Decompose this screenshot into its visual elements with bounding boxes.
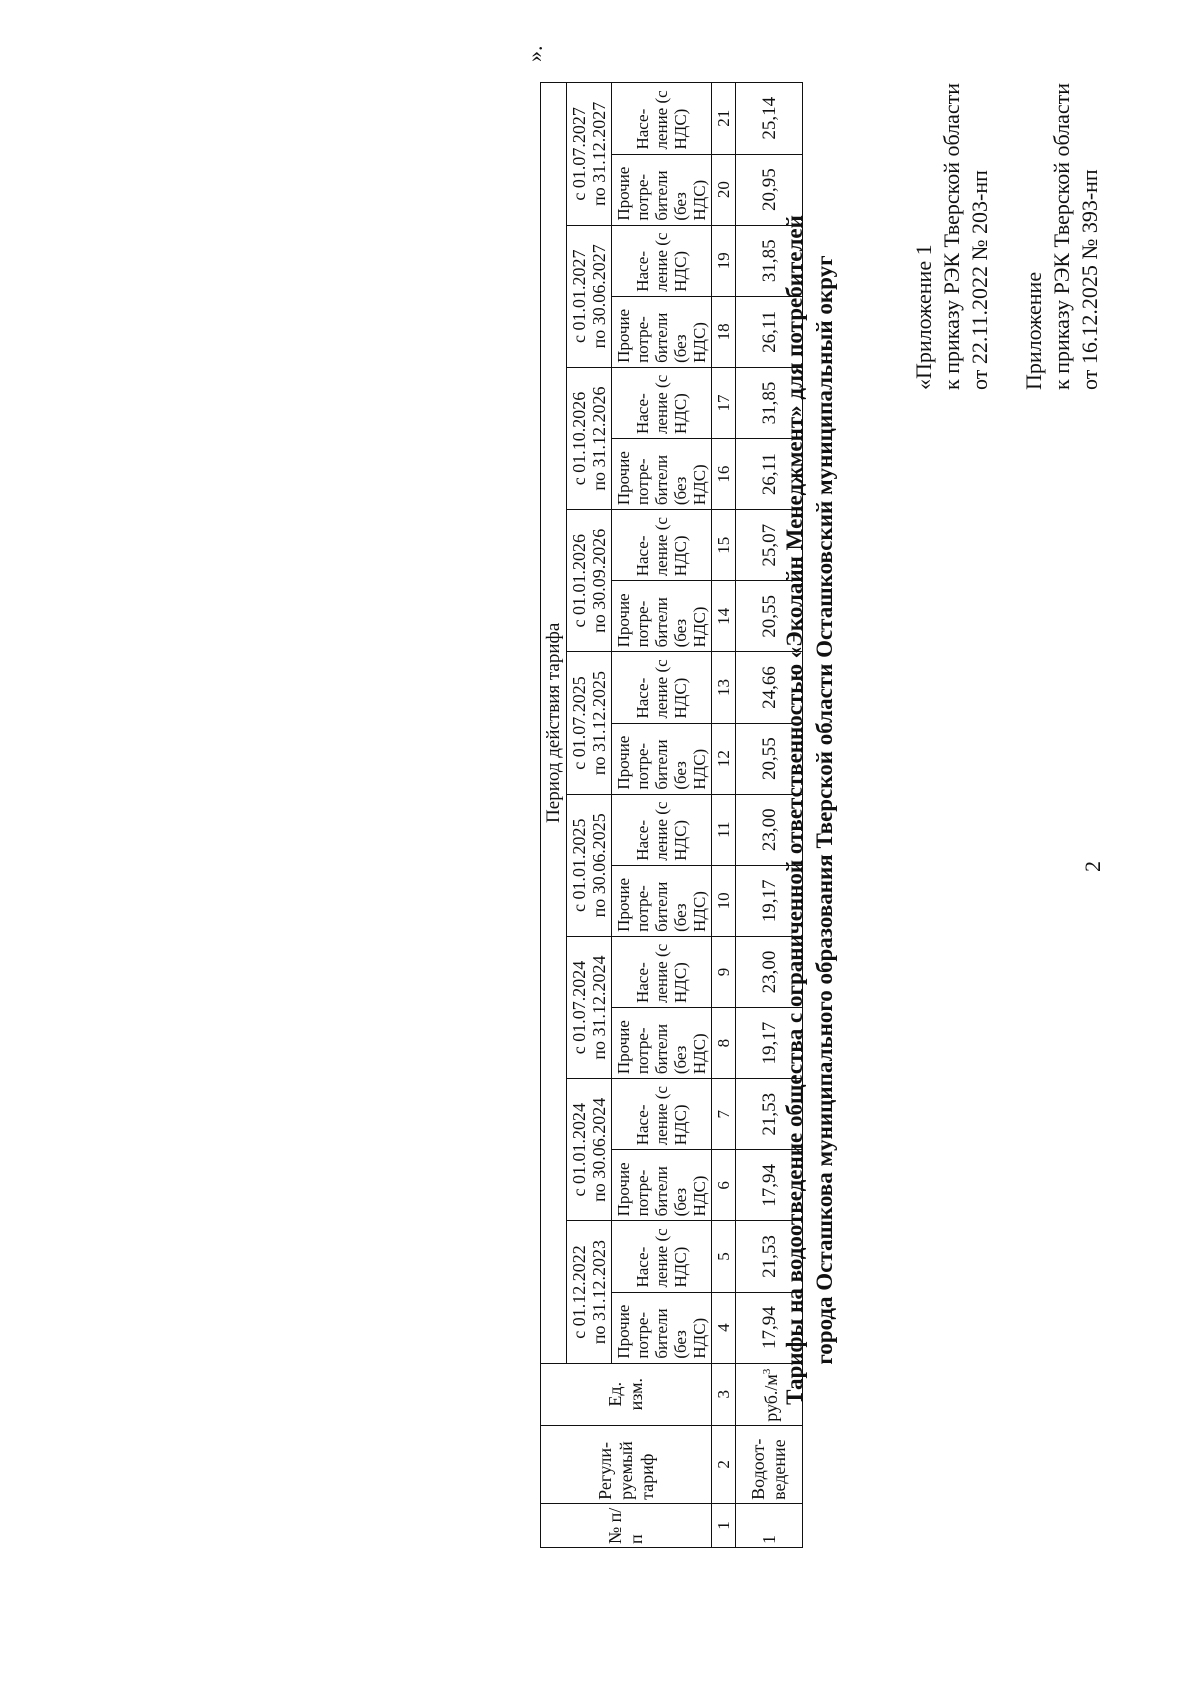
header-other-consumers: Прочие потре-бители (без НДС) (612, 1292, 712, 1363)
unit-text: руб./м (760, 1374, 781, 1422)
tariff-value-cell: 25,14 (736, 83, 803, 155)
appendix-line: от 22.11.2022 № 203-нп (967, 170, 992, 390)
period-from: с 01.07.2027 (569, 107, 589, 201)
appendix-header-current (1020, 83, 1104, 390)
tariff-value-cell: 20,55 (736, 581, 803, 652)
period-header (567, 367, 612, 509)
header-row-dates (567, 83, 612, 1548)
closing-quote: ». (522, 45, 547, 62)
period-from: с 01.01.2027 (569, 249, 589, 344)
period-to: по 31.12.2025 (589, 670, 609, 776)
header-tariff: Регули-руемый тариф (541, 1425, 712, 1503)
appendix-header-original (910, 83, 994, 390)
period-header (567, 794, 612, 936)
period-from: с 01.07.2024 (569, 960, 589, 1055)
tariff-value-cell: 21,53 (736, 1221, 803, 1292)
title-line: города Осташкова муниципального образования Тверской области Осташковский муниципальный округ (812, 255, 837, 1365)
header-unit: Ед. изм. (541, 1363, 712, 1425)
row-number-cell: 1 (736, 1503, 803, 1547)
header-other-consumers: Прочие потре-бители (без НДС) (612, 865, 712, 936)
column-number-cell: 6 (712, 1150, 736, 1221)
rotated-page-content (10, 10, 1170, 1630)
appendix-line: к приказу РЭК Тверской области (1049, 82, 1074, 390)
header-row-period (541, 83, 567, 1548)
column-number-cell: 16 (712, 439, 736, 510)
column-number-cell: 1 (712, 1503, 736, 1547)
appendix-line: к приказу РЭК Тверской области (939, 82, 964, 390)
header-other-consumers: Прочие потре-бители (без НДС) (612, 723, 712, 794)
header-population: Насе-ление (с НДС) (612, 1079, 712, 1150)
column-number-cell: 5 (712, 1221, 736, 1292)
header-other-consumers: Прочие потре-бители (без НДС) (612, 439, 712, 510)
header-population: Насе-ление (с НДС) (612, 936, 712, 1007)
row-tariff-cell: Водоот-ведение (736, 1425, 803, 1503)
period-from: с 01.01.2025 (569, 818, 589, 913)
appendix-line: от 16.12.2025 № 393-нп (1077, 169, 1102, 390)
header-other-consumers: Прочие потре-бители (без НДС) (612, 296, 712, 367)
tariff-value-cell: 19,17 (736, 865, 803, 936)
header-population: Насе-ление (с НДС) (612, 83, 712, 155)
column-number-cell: 12 (712, 723, 736, 794)
column-number-cell: 19 (712, 225, 736, 296)
period-from: с 01.12.2022 (569, 1245, 589, 1339)
column-number-cell: 20 (712, 154, 736, 225)
period-to: по 31.12.2026 (589, 386, 609, 491)
period-to: по 31.12.2027 (589, 101, 609, 206)
table-row (736, 83, 803, 1548)
tariff-table (540, 82, 803, 1548)
header-population: Насе-ление (с НДС) (612, 794, 712, 865)
period-header (567, 225, 612, 367)
header-population: Насе-ление (с НДС) (612, 510, 712, 581)
period-to: по 31.12.2023 (589, 1239, 609, 1345)
column-number-cell: 4 (712, 1292, 736, 1363)
appendix-line: «Приложение 1 (911, 244, 936, 390)
period-to: по 30.06.2024 (589, 1097, 609, 1202)
tariff-value-cell: 31,85 (736, 367, 803, 438)
period-header (567, 1221, 612, 1363)
column-number-cell: 10 (712, 865, 736, 936)
period-to: по 31.12.2024 (589, 955, 609, 1060)
tariff-value-cell: 20,55 (736, 723, 803, 794)
column-number-cell: 15 (712, 510, 736, 581)
column-number-cell: 2 (712, 1425, 736, 1503)
tariff-value-cell: 17,94 (736, 1150, 803, 1221)
tariff-value-cell: 21,53 (736, 1079, 803, 1150)
header-other-consumers: Прочие потре-бители (без НДС) (612, 581, 712, 652)
period-header (567, 652, 612, 794)
tariff-value-cell: 23,00 (736, 936, 803, 1007)
header-other-consumers: Прочие потре-бители (без НДС) (612, 1150, 712, 1221)
tariff-value-cell: 17,94 (736, 1292, 803, 1363)
column-number-cell: 9 (712, 936, 736, 1007)
period-from: с 01.01.2026 (569, 534, 589, 628)
header-population: Насе-ление (с НДС) (612, 1221, 712, 1292)
column-number-cell: 18 (712, 296, 736, 367)
period-header (567, 510, 612, 652)
header-row-consumers (612, 83, 712, 1548)
period-to: по 30.06.2025 (589, 813, 609, 918)
column-number-cell: 11 (712, 794, 736, 865)
unit-superscript: 3 (760, 1368, 773, 1375)
period-from: с 01.10.2026 (569, 391, 589, 486)
column-number-cell: 13 (712, 652, 736, 723)
appendix-line: Приложение (1021, 271, 1046, 390)
header-population: Насе-ление (с НДС) (612, 367, 712, 438)
period-header (567, 83, 612, 226)
row-unit-cell (736, 1363, 803, 1425)
period-to: по 30.06.2027 (589, 244, 609, 349)
header-number: № п/п (541, 1503, 712, 1547)
column-number-cell: 17 (712, 367, 736, 438)
column-number-cell: 14 (712, 581, 736, 652)
tariff-value-cell: 19,17 (736, 1008, 803, 1079)
tariff-value-cell: 26,11 (736, 439, 803, 510)
column-number-cell: 21 (712, 83, 736, 155)
tariff-value-cell: 24,66 (736, 652, 803, 723)
page-number: 2 (1080, 861, 1105, 872)
tariff-value-cell: 26,11 (736, 296, 803, 367)
tariff-value-cell: 31,85 (736, 225, 803, 296)
header-population: Насе-ление (с НДС) (612, 652, 712, 723)
column-number-cell: 3 (712, 1363, 736, 1425)
period-from: с 01.07.2025 (569, 676, 589, 770)
tariff-value-cell: 23,00 (736, 794, 803, 865)
title-line: Тарифы на водоотведение общества с ограниченной ответственностью «Эколайн Менеджмент» для потребителей (782, 215, 807, 1405)
header-period: Период действия тарифа (541, 83, 567, 1364)
period-from: с 01.01.2024 (569, 1103, 589, 1197)
tariff-value-cell: 20,95 (736, 154, 803, 225)
header-population: Насе-ление (с НДС) (612, 225, 712, 296)
header-other-consumers: Прочие потре-бители (без НДС) (612, 1008, 712, 1079)
header-other-consumers: Прочие потре-бители (без НДС) (612, 154, 712, 225)
period-header (567, 1079, 612, 1221)
column-number-cell: 7 (712, 1079, 736, 1150)
column-numbers-row (712, 83, 736, 1548)
tariff-value-cell: 25,07 (736, 510, 803, 581)
period-to: по 30.09.2026 (589, 528, 609, 633)
column-number-cell: 8 (712, 1008, 736, 1079)
period-header (567, 936, 612, 1078)
